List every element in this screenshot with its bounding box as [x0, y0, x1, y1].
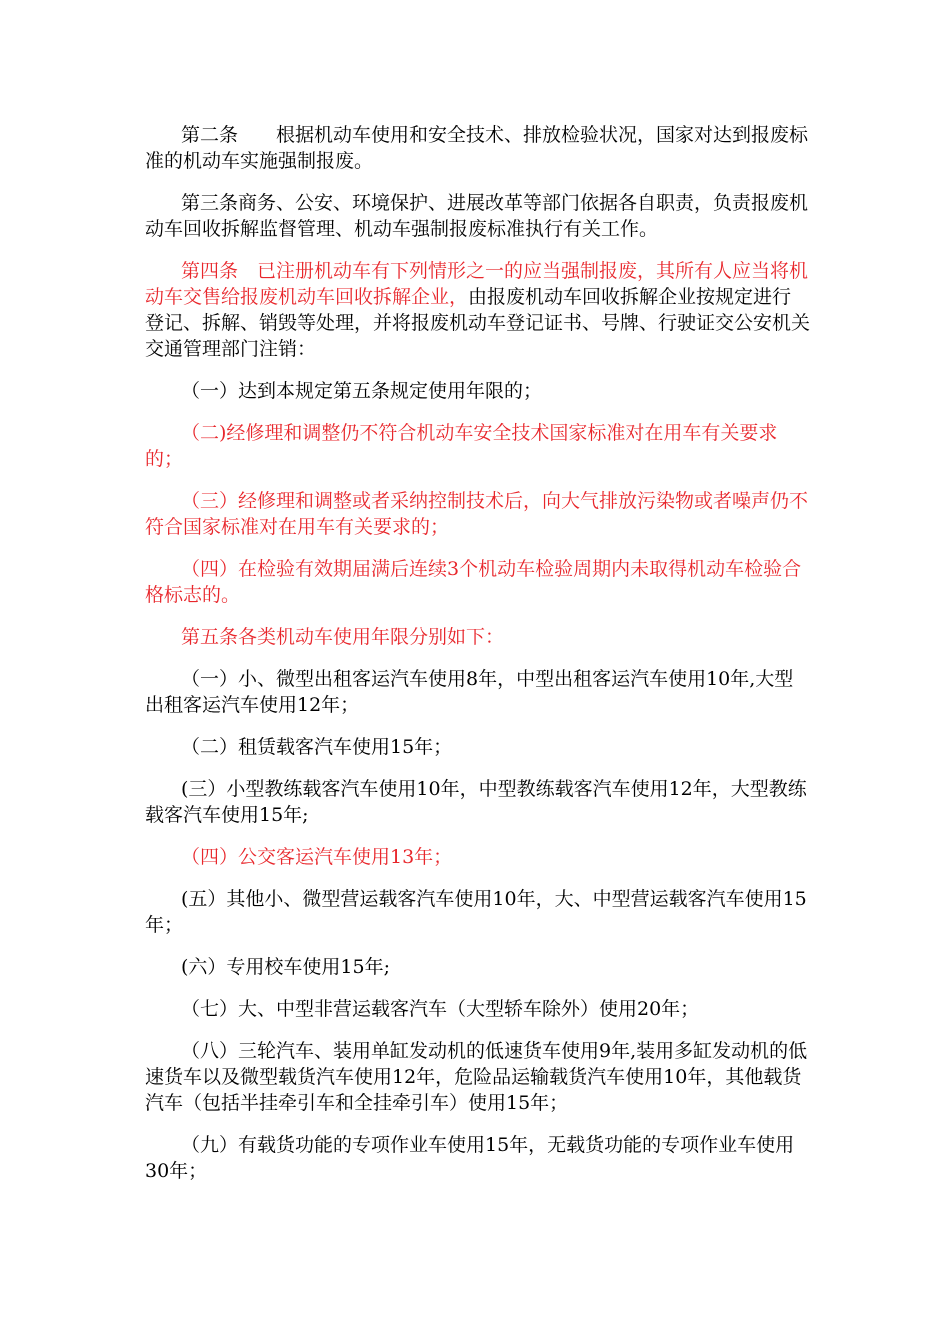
article-4-item-1: （一）达到本规定第五条规定使用年限的；: [181, 380, 543, 402]
article-5-item-4: （四）公交客运汽车使用13年；: [181, 846, 453, 868]
article-4-rest: 由报废机动车回收拆解企业按规定进行登记、拆解、销毁等处理，并将报废机动车登记证书、号牌、行驶证交公安机关交通管理部门注销：: [145, 286, 811, 360]
article-4-item-4: （四）在检验有效期届满后连续3个机动车检验周期内未取得机动车检验合格标志的。: [145, 558, 802, 606]
article-5-item-7: （七）大、中型非营运载客汽车（大型轿车除外）使用20年；: [181, 998, 700, 1020]
document-page: [145, 122, 810, 1200]
article-2-paragraph: 第二条 根据机动车使用和安全技术、排放检验状况，国家对达到报废标准的机动车实施强制报废。: [145, 124, 809, 172]
article-5-paragraph: 第五条各类机动车使用年限分别如下：: [181, 626, 505, 648]
article-5-item-9: （九）有载货功能的专项作业车使用15年，无载货功能的专项作业车使用30年；: [145, 1134, 795, 1182]
article-5-item-2: （二）租赁载客汽车使用15年；: [181, 736, 453, 758]
article-4-item-3: （三）经修理和调整或者采纳控制技术后，向大气排放污染物或者噪声仍不符合国家标准对在用车有关要求的；: [145, 490, 809, 538]
article-3-paragraph: 第三条商务、公安、环境保护、进展改革等部门依据各自职责，负责报废机动车回收拆解监督管理、机动车强制报废标准执行有关工作。: [145, 192, 809, 240]
article-5-item-1: （一）小、微型出租客运汽车使用8年，中型出租客运汽车使用10年,大型出租客运汽车使用12年；: [145, 668, 794, 716]
article-5-item-5: (五）其他小、微型营运载客汽车使用10年，大、中型营运载客汽车使用15年；: [145, 888, 807, 936]
article-4-item-2: （二)经修理和调整仍不符合机动车安全技术国家标准对在用车有关要求的；: [145, 422, 778, 470]
article-5-item-3: (三）小型教练载客汽车使用10年，中型教练载客汽车使用12年，大型教练载客汽车使用15年;: [145, 778, 807, 826]
article-5-item-8: （八）三轮汽车、装用单缸发动机的低速货车使用9年,装用多缸发动机的低速货车以及微型载货汽车使用12年，危险品运输载货汽车使用10年，其他载货汽车（包括半挂牵引车和全挂牵引车）使用15年；: [145, 1040, 808, 1114]
article-5-item-6: (六）专用校车使用15年;: [181, 956, 390, 978]
article-4-paragraph: [145, 258, 810, 362]
article-4-highlight: 第四条 已注册机动车有下列情形之一的应当强制报废，其所有人应当将机动车交售给报废机动车回收拆解企业，: [145, 260, 809, 308]
